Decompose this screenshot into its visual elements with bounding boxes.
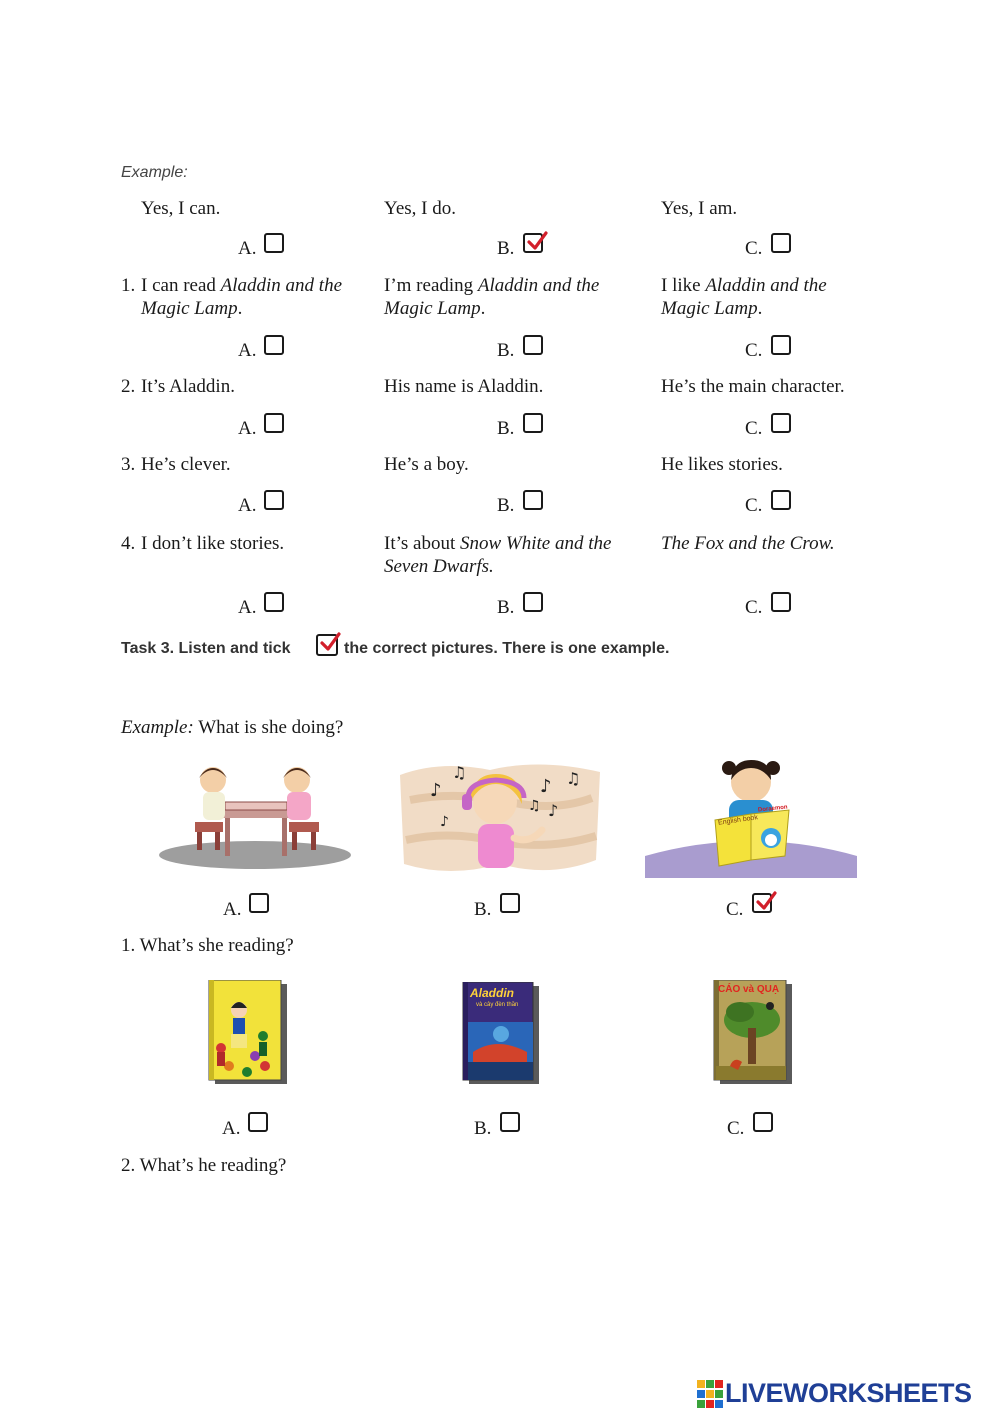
t3-example-checkbox-c[interactable] [752, 893, 772, 913]
q1-option-a-text: I can read Aladdin and the Magic Lamp. [141, 275, 343, 319]
picture-girls-playing-chess [155, 758, 355, 873]
example-checkbox-b[interactable] [523, 233, 543, 253]
t3-q2-text: 2. What’s he reading? [121, 1155, 287, 1176]
q1-option-c-text: I like Aladdin and the Magic Lamp. [661, 275, 827, 319]
t3-example-letter-a: A. [223, 899, 242, 920]
example-letter-c: C. [745, 238, 763, 259]
t3-q1-checkbox-c[interactable] [753, 1112, 773, 1132]
q2-checkbox-b[interactable] [523, 413, 543, 433]
task3-example-label: Example: [121, 717, 194, 738]
q3-letter-a: A. [238, 495, 257, 516]
task3-example-question: What is she doing? [198, 717, 344, 738]
q4-checkbox-a[interactable] [264, 592, 284, 612]
aladdin-cover-title: Aladdin [470, 986, 514, 1000]
english-book-cover-text: English book [717, 814, 759, 827]
svg-text:♪: ♪ [540, 776, 552, 797]
example-label: Example: [121, 164, 188, 181]
task3-title-before: Task 3. Listen and tick [121, 640, 291, 657]
q3-number: 3. [121, 454, 136, 475]
t3-q1-letter-b: B. [474, 1118, 492, 1139]
q4-option-a-text: I don’t like stories. [141, 533, 285, 554]
q2-option-b-text: His name is Aladdin. [384, 376, 544, 397]
q2-number: 2. [121, 376, 136, 397]
q3-checkbox-c[interactable] [771, 490, 791, 510]
task3-title-after: the correct pictures. There is one example. [344, 640, 670, 657]
picture-girl-listening-music [400, 760, 600, 878]
q2-option-c-text: He’s the main character. [661, 376, 845, 397]
task3-example-line [121, 716, 343, 739]
example-letter-a: A. [238, 238, 257, 259]
q1-checkbox-a[interactable] [264, 335, 284, 355]
q2-checkbox-c[interactable] [771, 413, 791, 433]
q3-option-b-text: He’s a boy. [384, 454, 469, 475]
t3-q1-checkbox-b[interactable] [500, 1112, 520, 1132]
example-option-a-text: Yes, I can. [141, 198, 221, 219]
q4-checkbox-b[interactable] [523, 592, 543, 612]
lws-logo-icon [697, 1380, 723, 1408]
t3-q1-letter-a: A. [222, 1118, 241, 1139]
q4-checkbox-c[interactable] [771, 592, 791, 612]
q4-letter-b: B. [497, 597, 515, 618]
q1-option-b-text: I’m reading Aladdin and the Magic Lamp. [384, 275, 600, 319]
example-letter-b: B. [497, 238, 515, 259]
q1-checkbox-c[interactable] [771, 335, 791, 355]
q3-option-c-text: He likes stories. [661, 454, 783, 475]
t3-q1-text: 1. What’s she reading? [121, 935, 294, 956]
q4-option-b-text: It’s about Snow White and the Seven Dwarfs. [384, 533, 612, 577]
q1-letter-c: C. [745, 340, 763, 361]
svg-text:♪: ♪ [440, 814, 449, 830]
q1-checkbox-b[interactable] [523, 335, 543, 355]
svg-text:♪: ♪ [548, 801, 559, 820]
t3-q1-checkbox-a[interactable] [248, 1112, 268, 1132]
title-tick-box-icon [316, 634, 338, 656]
tick-icon [319, 632, 341, 654]
example-option-b-text: Yes, I do. [384, 198, 456, 219]
q1-number: 1. [121, 275, 136, 296]
q2-option-a-text: It’s Aladdin. [141, 376, 235, 397]
tick-icon [526, 231, 548, 253]
liveworksheets-brand[interactable] [697, 1378, 972, 1409]
svg-text:♫: ♫ [566, 769, 581, 788]
q3-letter-c: C. [745, 495, 763, 516]
q1-letter-b: B. [497, 340, 515, 361]
fox-crow-cover-title: CÁO và QUẠ [718, 984, 780, 995]
example-checkbox-a[interactable] [264, 233, 284, 253]
q2-letter-b: B. [497, 418, 515, 439]
t3-example-letter-c: C. [726, 899, 744, 920]
q3-checkbox-a[interactable] [264, 490, 284, 510]
t3-example-letter-b: B. [474, 899, 492, 920]
svg-text:♪: ♪ [430, 780, 442, 801]
picture-snow-white-book [207, 980, 291, 1086]
q4-option-c-text: The Fox and the Crow. [661, 533, 835, 554]
example-checkbox-c[interactable] [771, 233, 791, 253]
q3-checkbox-b[interactable] [523, 490, 543, 510]
example-option-c-text: Yes, I am. [661, 198, 738, 219]
brand-name: LIVEWORKSHEETS [725, 1378, 972, 1408]
q1-letter-a: A. [238, 340, 257, 361]
picture-fox-crow-book [712, 980, 796, 1086]
q4-letter-c: C. [745, 597, 763, 618]
aladdin-cover-subtitle: và cây đèn thần [476, 1002, 519, 1008]
t3-example-checkbox-b[interactable] [500, 893, 520, 913]
q3-option-a-text: He’s clever. [141, 454, 231, 475]
doraemon-cover-text: Doraemon [757, 804, 788, 814]
svg-text:♫: ♫ [452, 763, 467, 782]
svg-text:♫: ♫ [528, 798, 541, 814]
tick-icon [755, 891, 777, 913]
q4-number: 4. [121, 533, 136, 554]
q2-letter-c: C. [745, 418, 763, 439]
q3-letter-b: B. [497, 495, 515, 516]
t3-q1-letter-c: C. [727, 1118, 745, 1139]
q2-checkbox-a[interactable] [264, 413, 284, 433]
q2-letter-a: A. [238, 418, 257, 439]
t3-example-checkbox-a[interactable] [249, 893, 269, 913]
q4-letter-a: A. [238, 597, 257, 618]
